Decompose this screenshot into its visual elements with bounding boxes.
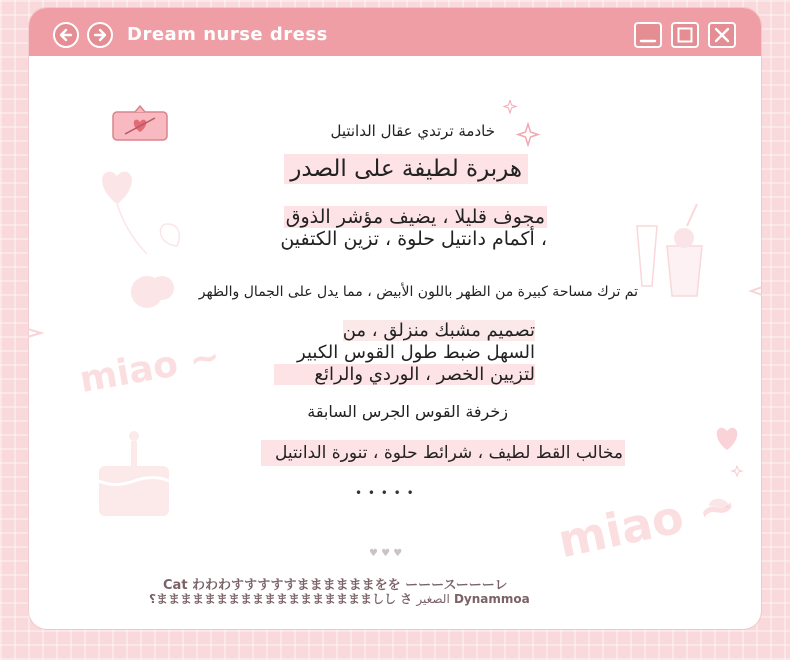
text-line-5: تم ترك مساحة كبيرة من الظهر باللون الأبيض ، مما يدل على الجمال والظهر bbox=[198, 284, 638, 300]
footer-line-2-arabic: الصغير bbox=[416, 592, 450, 606]
sparkle-outline-icon-right bbox=[739, 266, 761, 326]
close-button[interactable] bbox=[708, 22, 736, 48]
milkshake-icon bbox=[627, 196, 717, 306]
text-line-4: ، أكمام دانتيل حلوة ، تزين الكتفين bbox=[280, 228, 547, 250]
maximize-button[interactable] bbox=[671, 22, 699, 48]
close-icon bbox=[713, 26, 731, 44]
text-line-1: خادمة ترتدي عقال الدانتيل bbox=[330, 122, 495, 140]
back-button[interactable] bbox=[53, 22, 79, 48]
maximize-icon bbox=[676, 26, 694, 44]
text-line-9: زخرفة القوس الجرس السابقة bbox=[307, 402, 508, 421]
text-line-10: مخالب القط لطيف ، شرائط حلوة ، تنورة الدانتيل bbox=[261, 440, 625, 466]
text-line-3: مجوف قليلا ، يضيف مؤشر الذوق bbox=[285, 206, 545, 228]
footer-line-1: Cat わわわすすすすすままままままをを ーーースーーーレ bbox=[163, 578, 508, 593]
app-window bbox=[29, 8, 761, 629]
cake-icon bbox=[89, 426, 179, 536]
minimize-icon bbox=[639, 26, 657, 44]
arrow-right-icon bbox=[92, 27, 108, 43]
heart-envelope-icon bbox=[111, 104, 171, 150]
dot-separator: • • • • • bbox=[355, 486, 415, 500]
content-area bbox=[29, 56, 761, 629]
sparkle-outline-icon bbox=[29, 306, 69, 356]
text-line-2: هربرة لطيفة على الصدر bbox=[284, 154, 528, 184]
footer-line-2-prefix: ؟まままままままままままままままままましし さ bbox=[149, 592, 413, 606]
minimize-button[interactable] bbox=[634, 22, 662, 48]
heart-balloon-icon bbox=[87, 164, 217, 324]
sparkle-icon bbox=[502, 100, 542, 152]
arrow-left-icon bbox=[58, 27, 74, 43]
footer-line-2 bbox=[149, 590, 530, 607]
text-line-6: تصميم مشبك منزلق ، من bbox=[342, 320, 535, 341]
title-bar bbox=[29, 8, 761, 56]
window-title: Dream nurse dress bbox=[127, 24, 328, 45]
text-line-8: لتزيين الخصر ، الوردي والرائع bbox=[274, 364, 535, 385]
watermark-right: miao ~ bbox=[553, 477, 742, 569]
footer-line-2-name: Dynammoa bbox=[453, 592, 530, 606]
forward-button[interactable] bbox=[87, 22, 113, 48]
text-line-7: السهل ضبط طول القوس الكبير bbox=[297, 342, 535, 363]
watermark-left: miao ~ bbox=[76, 336, 224, 401]
hearts-divider: ♥ ♥ ♥ bbox=[369, 548, 403, 559]
